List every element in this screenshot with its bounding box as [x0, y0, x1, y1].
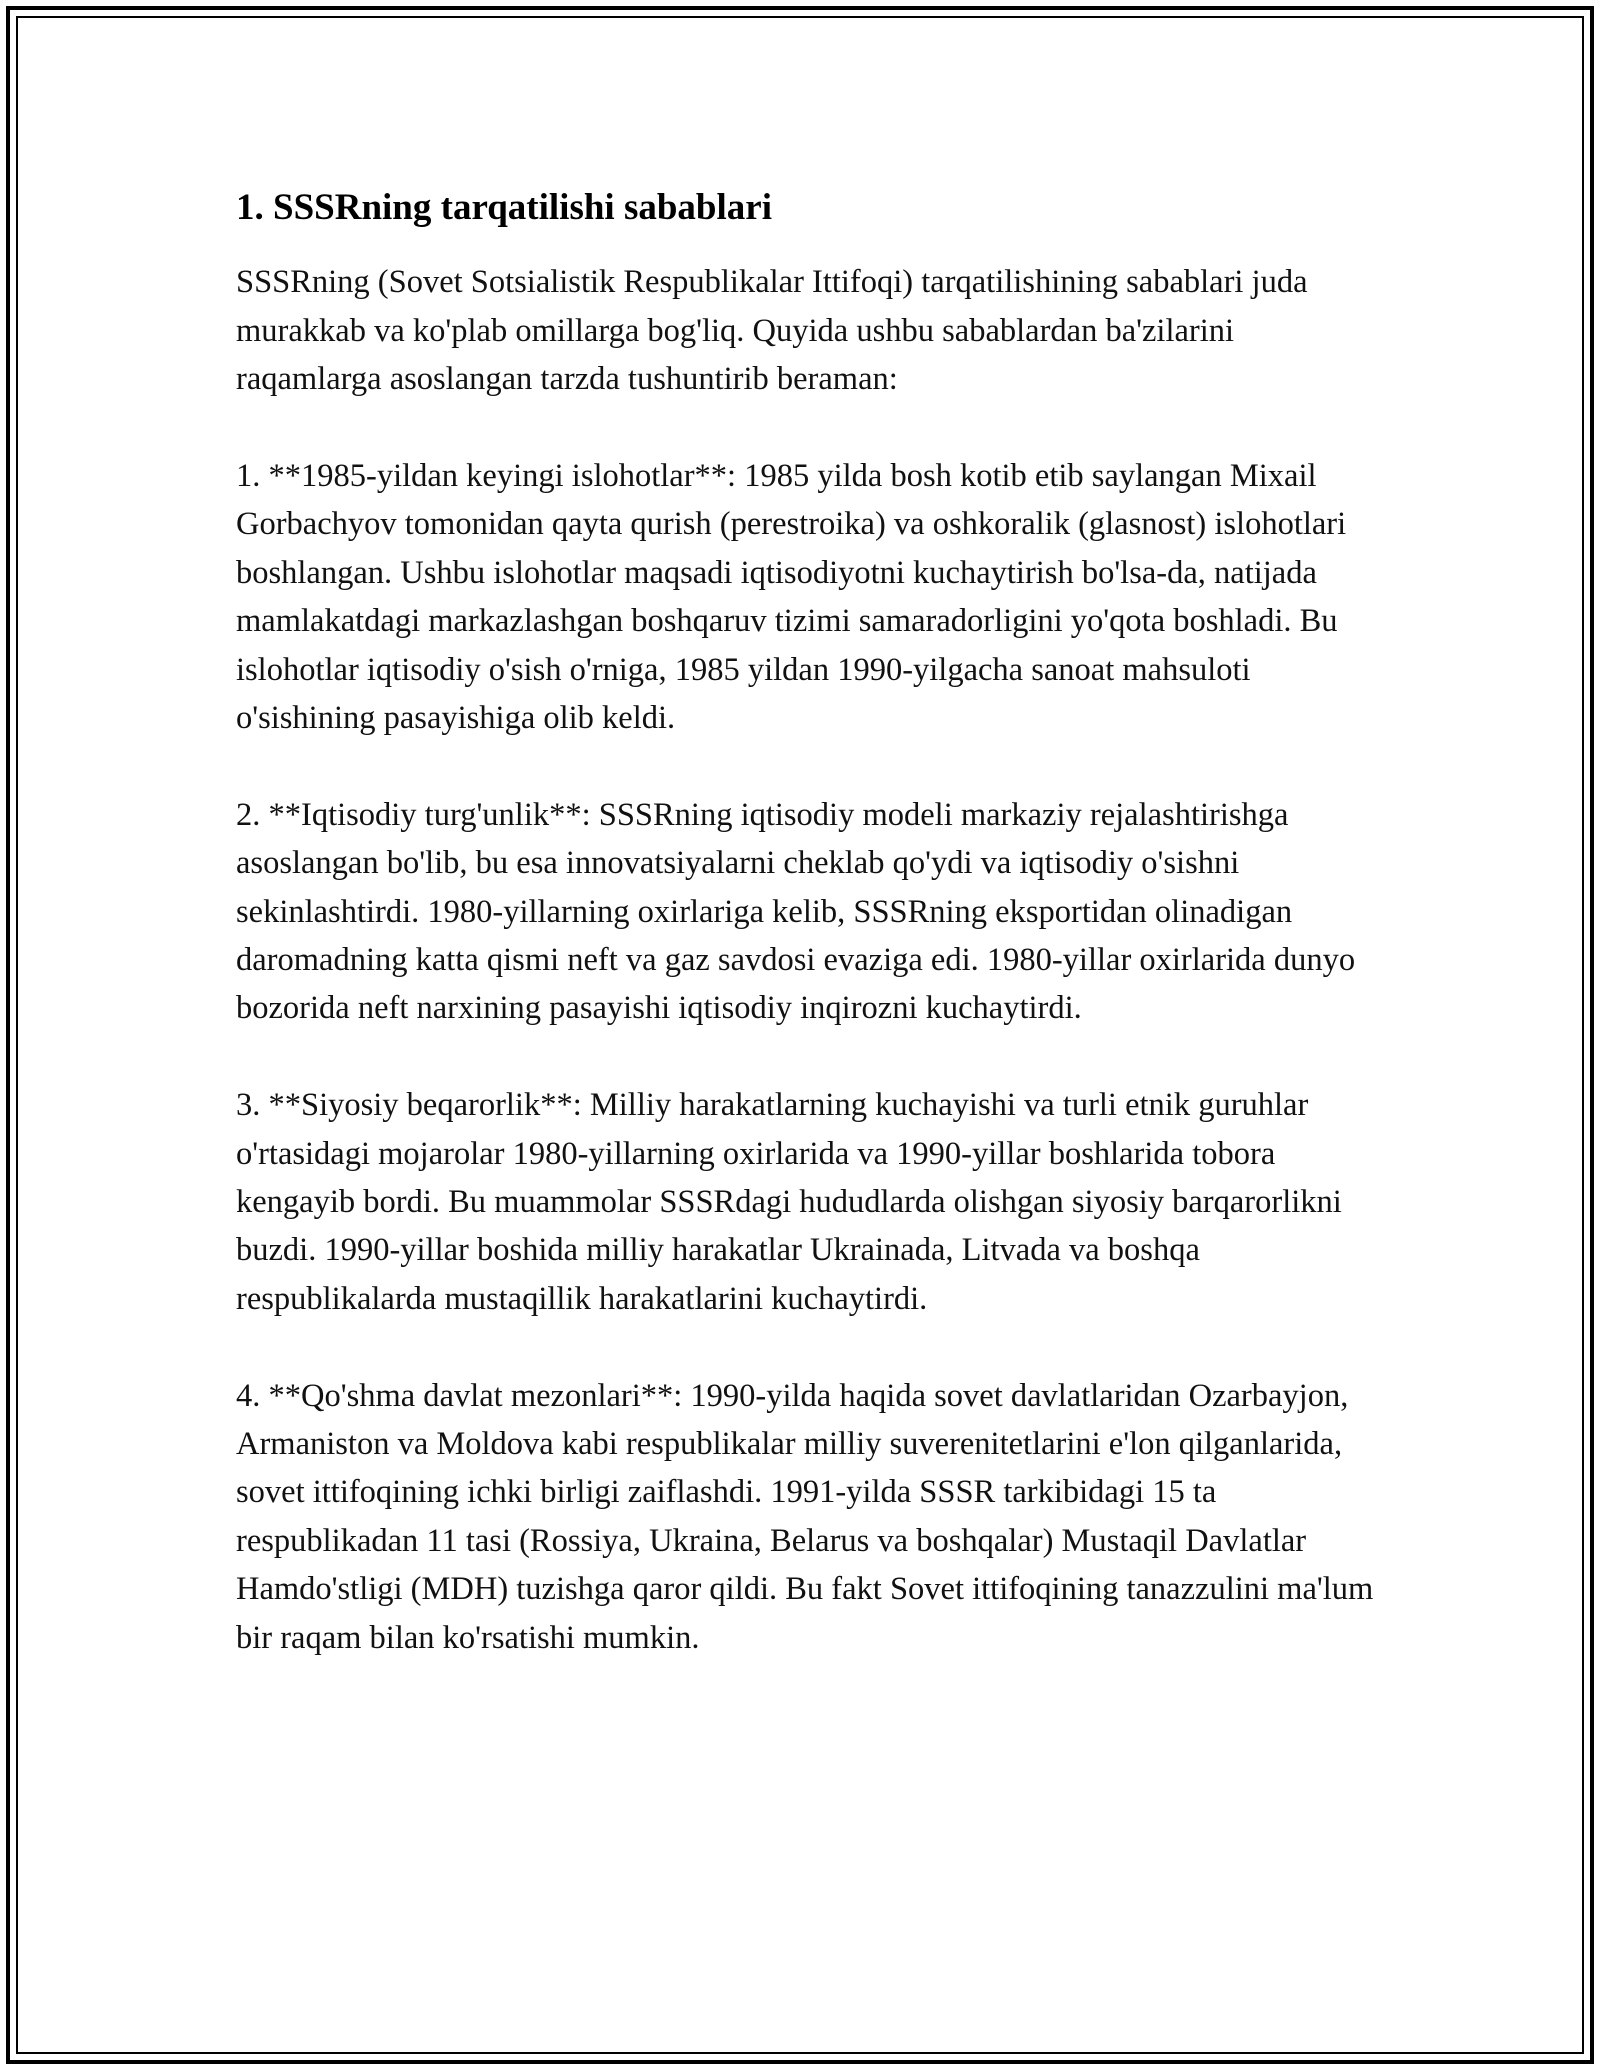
reason-paragraph-2: 2. **Iqtisodiy turg'unlik**: SSSRning iqtisodiy modeli markaziy rejalashtirishga asoslangan bo'lib, bu esa innovatsiyalarni cheklab qo'ydi va iqtisodiy o'sishni sekinlashtirdi. 1980-yillarning oxirlariga kelib, SSSRning eksportidan olinadigan daromadning katta qismi neft va gaz savdosi evaziga edi. 1980-yillar oxirlarida dunyo bozorida neft narxining pasayishi iqtisodiy inqirozni kuchaytirdi. [236, 796, 1356, 1027]
intro-paragraph: SSSRning (Sovet Sotsialistik Respublikalar Ittifoqi) tarqatilishining sabablari juda murakkab va ko'plab omillarga bog'liq. Quyida ushbu sabablardan ba'zilarini raqamlarga asoslangan tarzda tushuntirib beraman: [236, 264, 1308, 398]
reason-paragraph-4: 4. **Qo'shma davlat mezonlari**: 1990-yilda haqida sovet davlatlaridan Ozarbayjon, Armaniston va Moldova kabi respublikalar milliy suverenitetlarini e'lon qilganlarida, sovet ittifoqining ichki birligi zaiflashdi. 1991-yilda SSSR tarkibidagi 15 ta respublikadan 11 tasi (Rossiya, Ukraina, Belarus va boshqalar) Mustaqil Davlatlar Hamdo'stligi (MDH) tuzishga qaror qildi. Bu fakt Sovet ittifoqining tanazzulini ma'lum bir raqam bilan ko'rsatishi mumkin. [236, 1377, 1374, 1656]
document-body [236, 186, 1376, 1711]
reason-paragraph-1: 1. **1985-yildan keyingi islohotlar**: 1985 yilda bosh kotib etib saylangan Mixail Gorbachyov tomonidan qayta qurish (perestroika) va oshkoralik (glasnost) islohotlari boshlangan. Ushbu islohotlar maqsadi iqtisodiyotni kuchaytirish bo'lsa-da, natijada mamlakatdagi markazlashgan boshqaruv tizimi samaradorligini yo'qota boshladi. Bu islohotlar iqtisodiy o'sish o'rniga, 1985 yildan 1990-yilgacha sanoat mahsuloti o'sishining pasayishiga olib keldi. [236, 458, 1347, 737]
reason-paragraph-3: 3. **Siyosiy beqarorlik**: Milliy harakatlarning kuchayishi va turli etnik guruhlar o'rtasidagi mojarolar 1980-yillarning oxirlarida va 1990-yillar boshlarida tobora kengayib bordi. Bu muammolar SSSRdagi hududlarda olishgan siyosiy barqarorlikni buzdi. 1990-yillar boshida milliy harakatlar Ukrainada, Litvada va boshqa respublikalarda mustaqillik harakatlarini kuchaytirdi. [236, 1087, 1342, 1317]
document-title: 1. SSSRning tarqatilishi sabablari [236, 187, 772, 228]
